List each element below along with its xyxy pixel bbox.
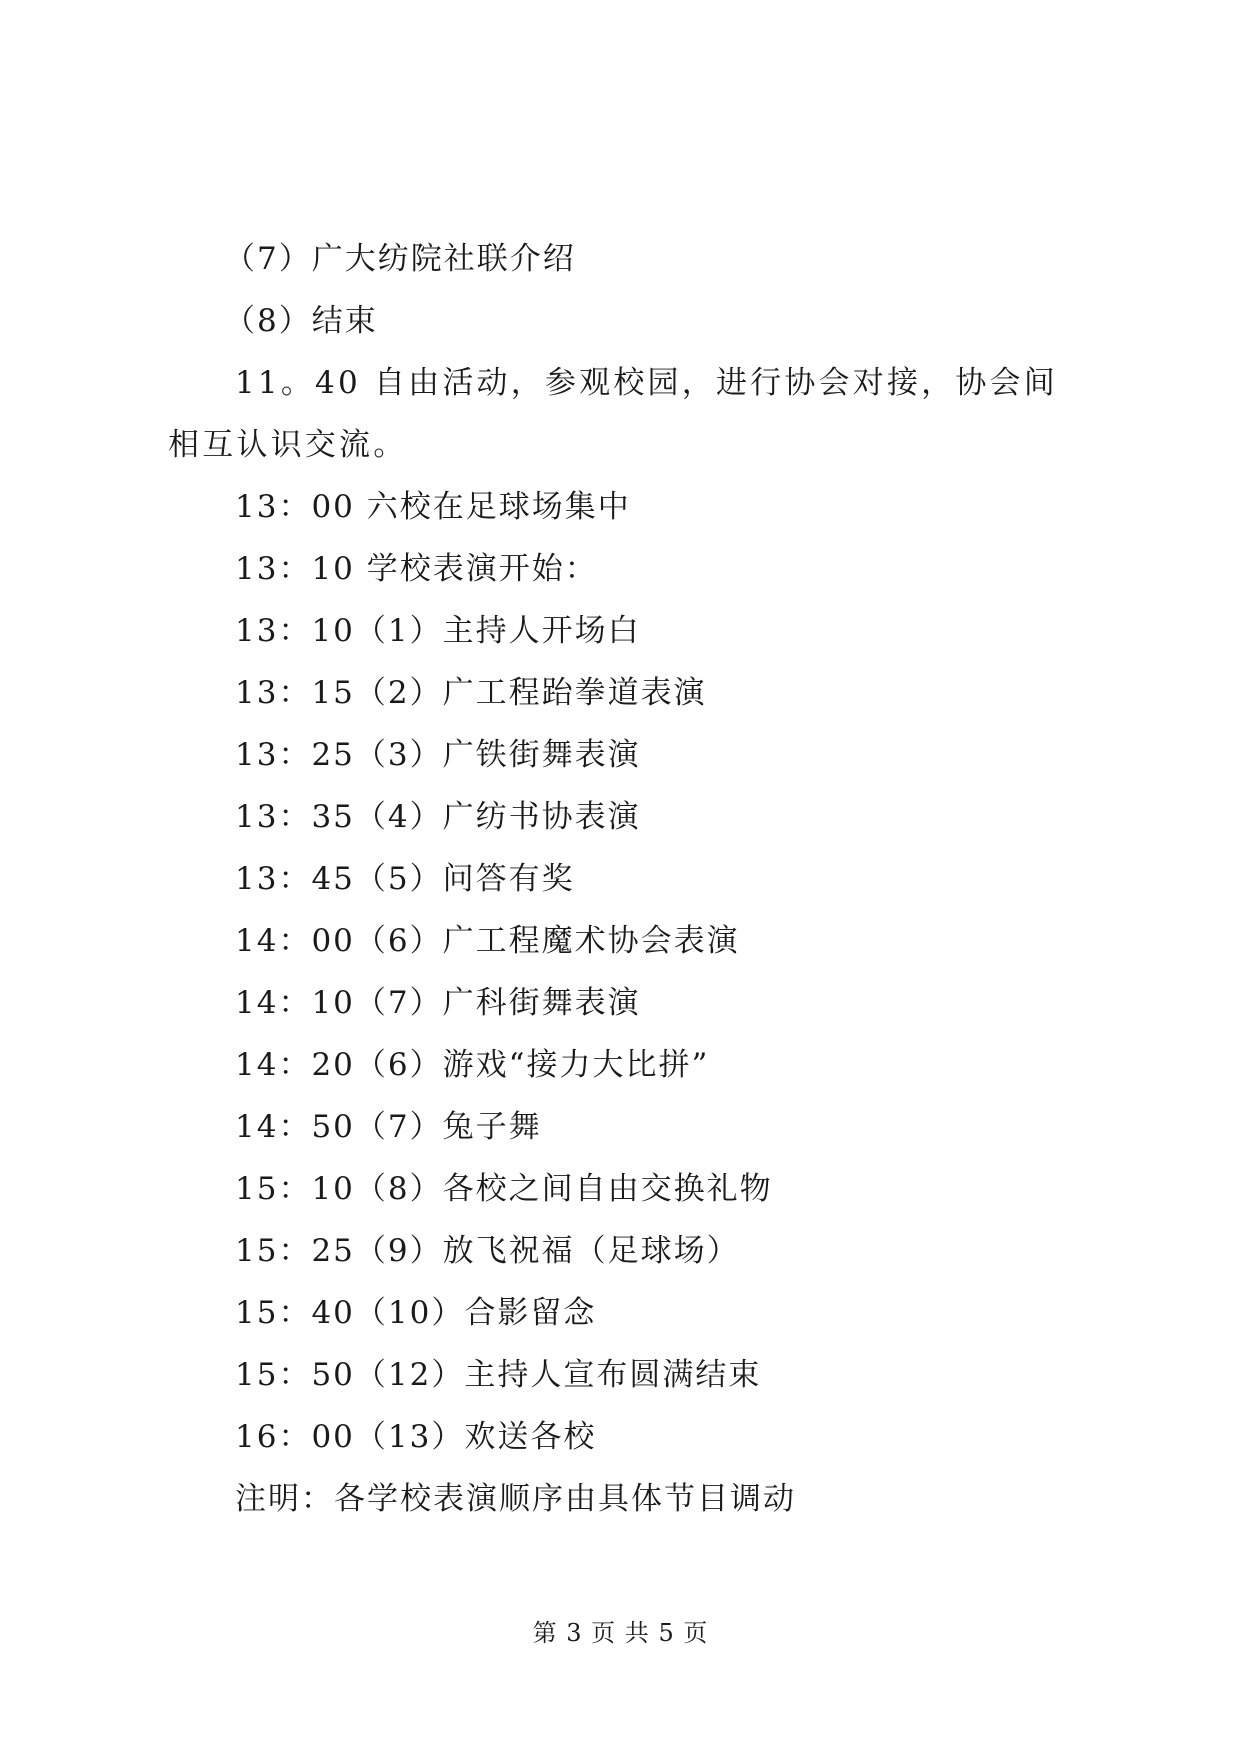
agenda-line: 14：10（7）广科街舞表演 — [235, 985, 641, 1021]
agenda-line: 13：35（4）广纺书协表演 — [235, 799, 641, 835]
agenda-line: 15：25（9）放飞祝福（足球场） — [235, 1233, 740, 1269]
page-number-footer: 第 3 页 共 5 页 — [532, 1619, 709, 1647]
agenda-line: 15：10（8）各校之间自由交换礼物 — [235, 1171, 773, 1207]
agenda-line: 13：00 六校在足球场集中 — [235, 489, 631, 525]
agenda-line: 14：50（7）兔子舞 — [235, 1109, 542, 1145]
agenda-line: 13：15（2）广工程跆拳道表演 — [235, 675, 707, 711]
agenda-line: （7）广大纺院社联介绍 — [224, 241, 576, 277]
agenda-line: 16：00（13）欢送各校 — [235, 1419, 597, 1455]
agenda-line: 15：40（10）合影留念 — [235, 1295, 597, 1331]
agenda-line: 13：45（5）问答有奖 — [235, 861, 575, 897]
agenda-line: 13：10 学校表演开始： — [235, 551, 598, 587]
agenda-line: 13：10（1）主持人开场白 — [235, 613, 641, 649]
agenda-line: 14：20（6）游戏“接力大比拼” — [235, 1047, 710, 1083]
document-body — [168, 228, 1088, 1530]
agenda-line: 14：00（6）广工程魔术协会表演 — [235, 923, 740, 959]
agenda-line: （8）结束 — [224, 303, 378, 339]
agenda-line: 15：50（12）主持人宣布圆满结束 — [235, 1357, 762, 1393]
free-activity-paragraph: 11。40 自由活动，参观校园，进行协会对接，协会间相互认识交流。 — [168, 365, 1058, 463]
note-line: 注明：各学校表演顺序由具体节目调动 — [235, 1481, 796, 1517]
agenda-line: 13：25（3）广铁街舞表演 — [235, 737, 641, 773]
